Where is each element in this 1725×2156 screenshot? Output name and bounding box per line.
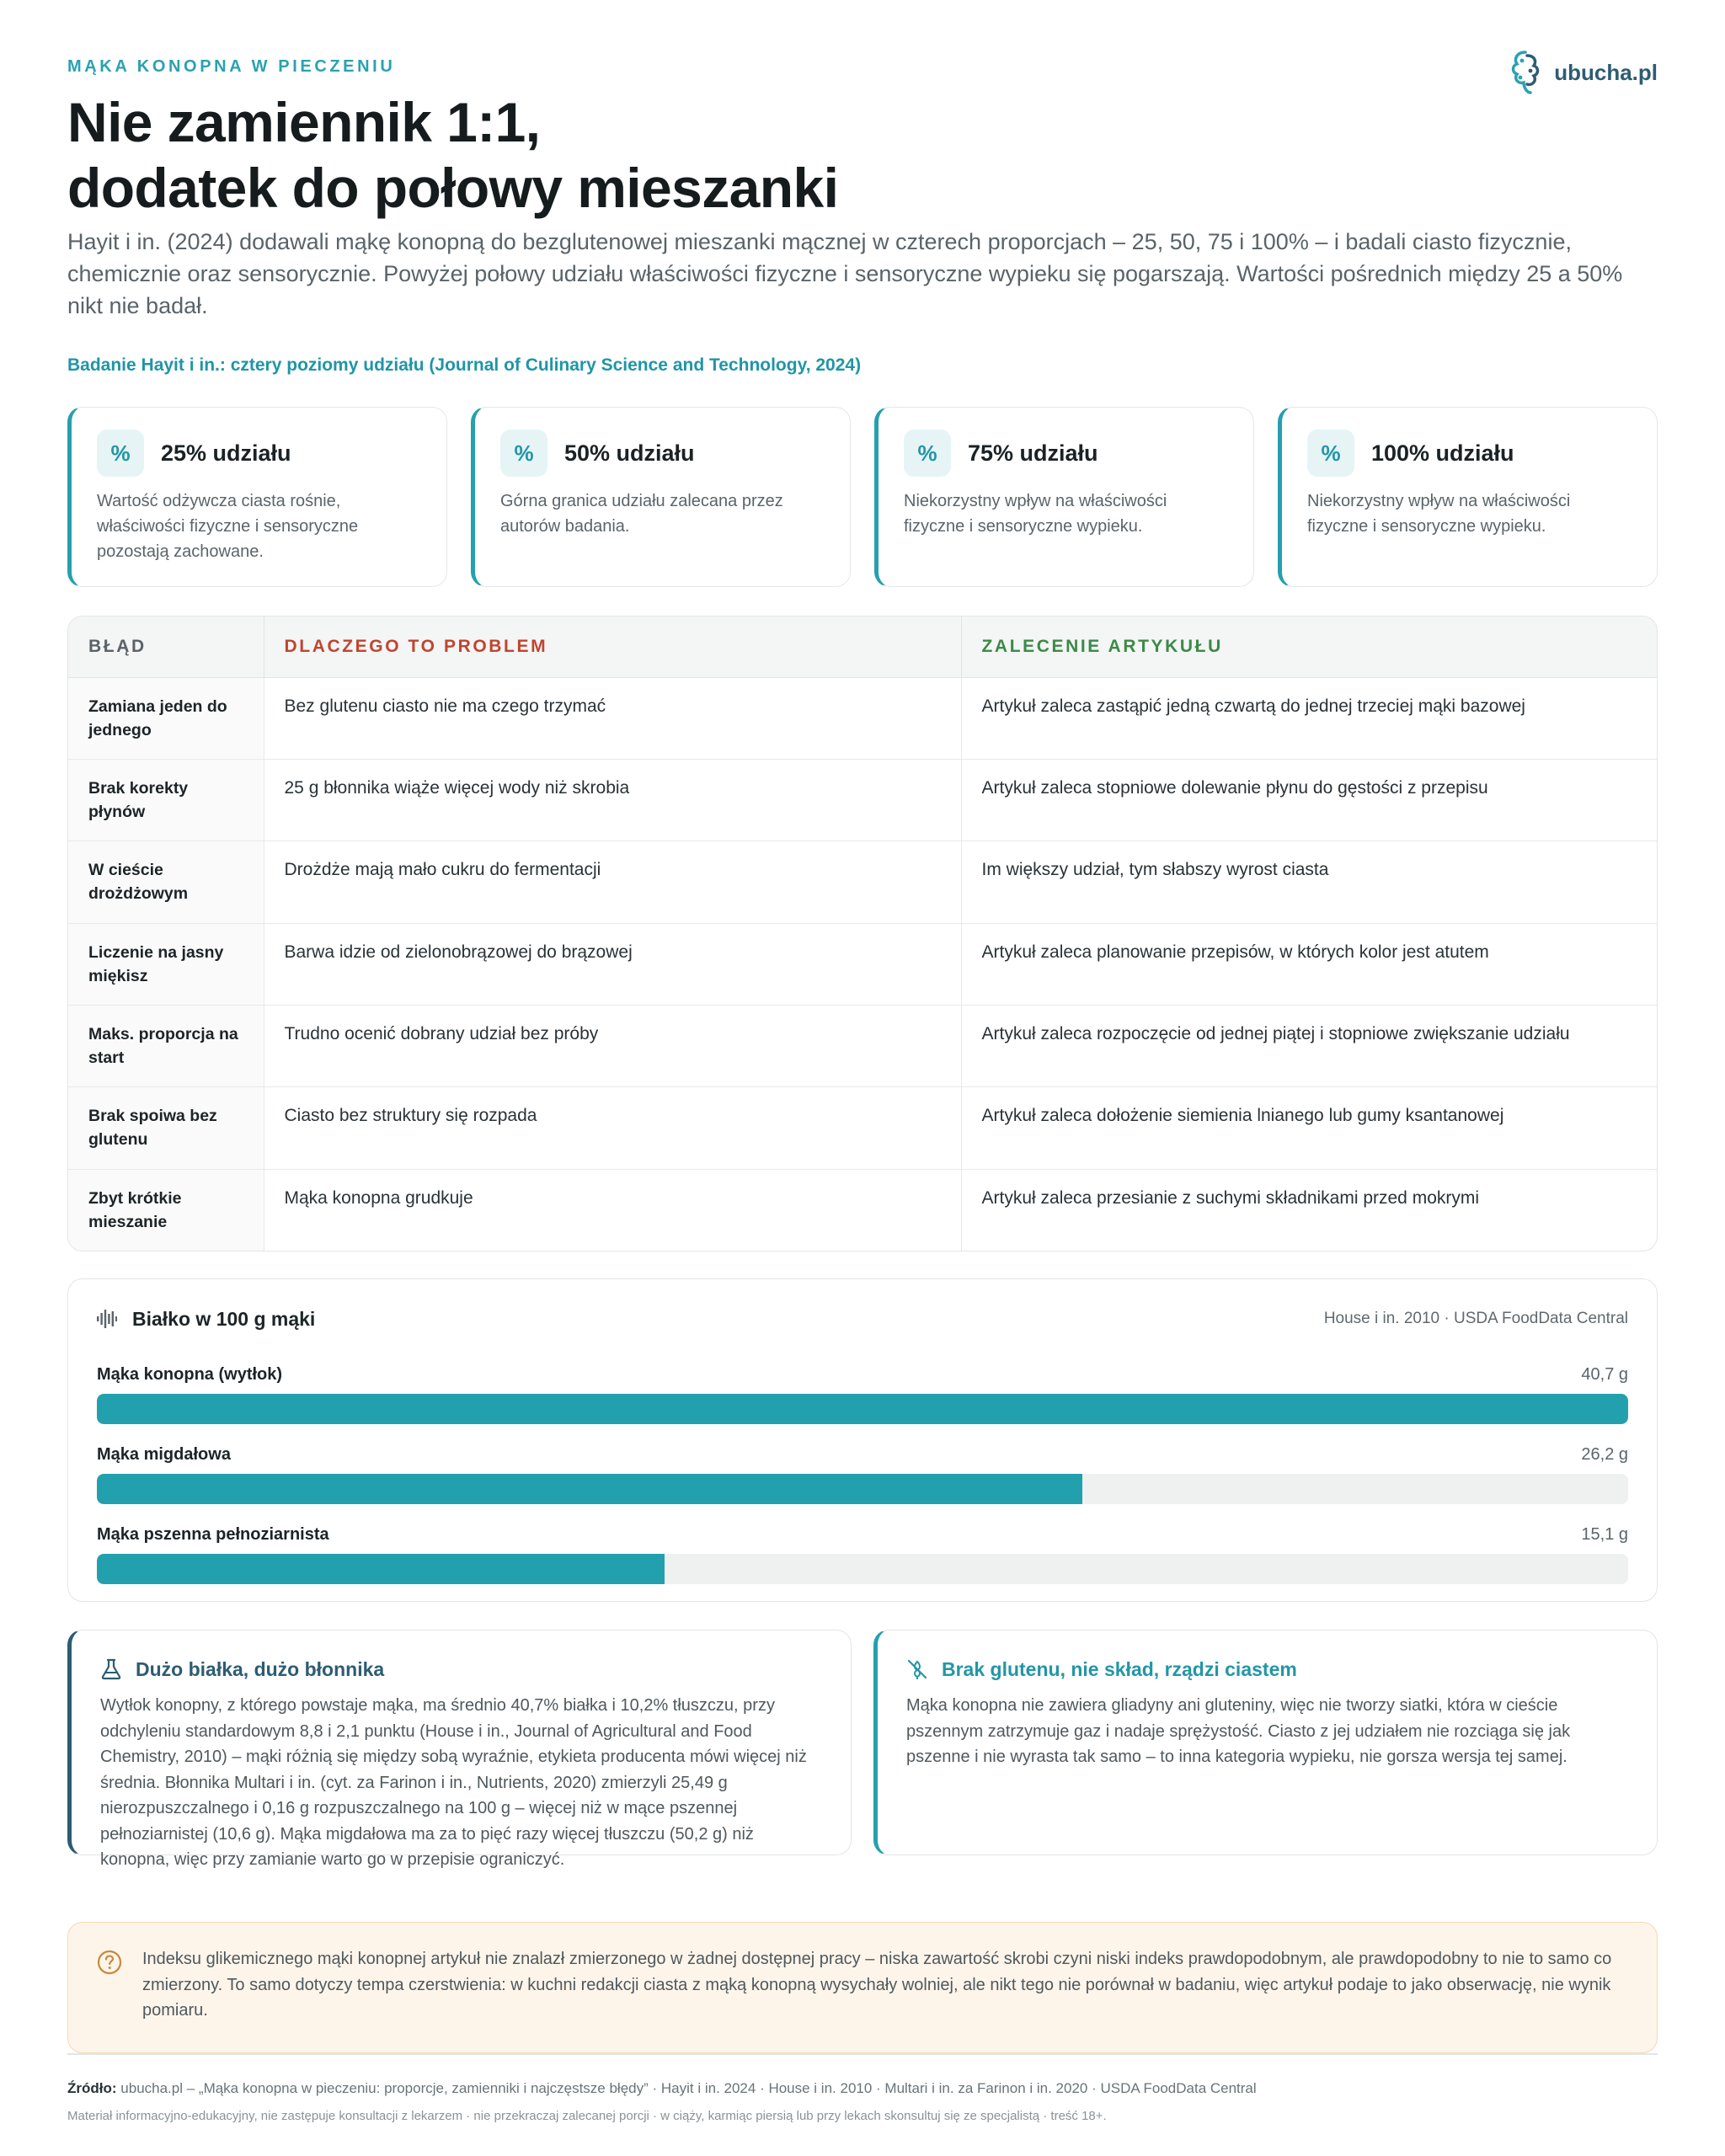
title-line-2: dodatek do połowy mieszanki bbox=[67, 157, 839, 219]
footer-divider bbox=[67, 2053, 1658, 2055]
study-card-100 bbox=[1278, 407, 1658, 587]
table-header-row bbox=[68, 616, 1658, 677]
column-header-recommendation: ZALECENIE ARTYKUŁU bbox=[961, 616, 1658, 677]
percent-icon: % bbox=[904, 430, 951, 477]
percent-icon: % bbox=[500, 430, 547, 477]
card-text: Górna granica udziału zalecana przez autorów badania. bbox=[500, 492, 783, 536]
cell-mistake: Liczenie na jasny miękisz bbox=[68, 923, 264, 1005]
source-text: ubucha.pl – „Mąka konopna w pieczeniu: proporcje, zamienniki i najczęstsze błędy” · Hayit i in. 2024 · House i in. 2010 · Multari i in. za Farinon i in. 2020 · USDA FoodData Central bbox=[120, 2080, 1257, 2096]
top-bar bbox=[67, 0, 1658, 84]
cell-recommendation: Artykuł zaleca planowanie przepisów, w których kolor jest atutem bbox=[961, 923, 1658, 1005]
study-card-75 bbox=[874, 407, 1254, 587]
note-text: Wytłok konopny, z którego powstaje mąka, ma średnio 40,7% białka i 10,2% tłuszczu, przy odchyleniu standardowym 8,8 i 2,1 punktu (House i in., Journal of Agricultural and Food Chemistry, 2010) – mąki różnią się między sobą wyraźnie, etykieta producenta mówi więcej niż średnia. Błonnika Multari i in. (cyt. za Farinon i in., Nutrients, 2020) zmierzyli 25,49 g nierozpuszczalnego i 0,16 g rozpuszczalnego na 100 g – więcej niż w mące pszennej pełnoziarnistej (10,6 g). Mąka migdałowa ma za to pięć razy więcej tłuszczu (50,2 g) niż konopna, więc przy zamianie warto go w przepisie ograniczyć. bbox=[100, 1696, 807, 1869]
bar-value: 40,7 g bbox=[1581, 1365, 1628, 1384]
column-header-why: DLACZEGO TO PROBLEM bbox=[264, 616, 961, 677]
card-text: Niekorzystny wpływ na właściwości fizyczne i sensoryczne wypieku. bbox=[904, 492, 1167, 536]
card-title: 75% udziału bbox=[968, 440, 1098, 466]
bar-row-hemp bbox=[97, 1357, 1628, 1437]
bar-value: 15,1 g bbox=[1581, 1525, 1628, 1544]
table-row bbox=[68, 1169, 1658, 1251]
bar-value: 26,2 g bbox=[1581, 1445, 1628, 1464]
cell-recommendation: Im większy udział, tym słabszy wyrost ciasta bbox=[961, 841, 1658, 923]
cell-recommendation: Artykuł zaleca stopniowe dolewanie płynu do gęstości z przepisu bbox=[961, 759, 1658, 841]
title-line-1: Nie zamiennik 1:1, bbox=[67, 91, 541, 153]
bar-fill bbox=[97, 1554, 665, 1584]
table-row bbox=[68, 1006, 1658, 1087]
cell-recommendation: Artykuł zaleca dołożenie siemienia lnianego lub gumy ksantanowej bbox=[961, 1087, 1658, 1169]
cell-why: Barwa idzie od zielonobrązowej do brązowej bbox=[264, 923, 961, 1005]
cell-recommendation: Artykuł zaleca rozpoczęcie od jednej piątej i stopniowe zwiększanie udziału bbox=[961, 1006, 1658, 1087]
bar-track bbox=[97, 1394, 1628, 1424]
card-text: Niekorzystny wpływ na właściwości fizyczne i sensoryczne wypieku. bbox=[1307, 492, 1571, 536]
cell-mistake: Zbyt krótkie mieszanie bbox=[68, 1169, 264, 1251]
bar-label: Mąka migdałowa bbox=[97, 1445, 231, 1464]
brand-logo-icon bbox=[1505, 49, 1546, 96]
source-label: Źródło: bbox=[67, 2080, 117, 2096]
bar-label: Mąka pszenna pełnoziarnista bbox=[97, 1525, 329, 1544]
table-row bbox=[68, 759, 1658, 841]
cell-recommendation: Artykuł zaleca zastąpić jedną czwartą do jednej trzeciej mąki bazowej bbox=[961, 677, 1658, 759]
cell-why: 25 g błonnika wiąże więcej wody niż skrobia bbox=[264, 759, 961, 841]
cell-why: Bez glutenu ciasto nie ma czego trzymać bbox=[264, 677, 961, 759]
chart-source: House i in. 2010 · USDA FoodData Central bbox=[1323, 1310, 1628, 1327]
page-title bbox=[67, 89, 838, 221]
cell-why: Trudno ocenić dobrany udział bez próby bbox=[264, 1006, 961, 1087]
table-row bbox=[68, 923, 1658, 1005]
cell-mistake: W cieście drożdżowym bbox=[68, 841, 264, 923]
cell-recommendation: Artykuł zaleca przesianie z suchymi składnikami przed mokrymi bbox=[961, 1169, 1658, 1251]
card-title: 100% udziału bbox=[1371, 440, 1514, 466]
note-protein-fiber bbox=[67, 1630, 852, 1869]
waveform-icon bbox=[97, 1310, 117, 1328]
table-row bbox=[68, 841, 1658, 923]
study-cards bbox=[67, 407, 1658, 587]
cell-mistake: Brak korekty płynów bbox=[68, 759, 264, 841]
study-card-50 bbox=[471, 407, 851, 587]
infographic bbox=[67, 0, 1658, 2123]
source-line bbox=[67, 2080, 1257, 2097]
disclaimer: Materiał informacyjno-edukacyjny, nie zastępuje konsultacji z lekarzem · nie przekraczaj zalecanej porcji · w ciąży, karmiąc piersią lub przy lekach skonsultuj się ze specjalistą · treść 18+. bbox=[67, 2109, 1107, 2123]
question-icon bbox=[97, 1950, 122, 1975]
protein-bar-chart bbox=[67, 1278, 1658, 1602]
cell-why: Drożdże mają mało cukru do fermentacji bbox=[264, 841, 961, 923]
bar-row-wheat bbox=[97, 1517, 1628, 1597]
table-row bbox=[68, 677, 1658, 759]
card-text: Wartość odżywcza ciasta rośnie, właściwości fizyczne i sensoryczne pozostają zachowane. bbox=[97, 492, 359, 561]
table-row bbox=[68, 1087, 1658, 1169]
kicker: MĄKA KONOPNA W PIECZENIU bbox=[67, 57, 396, 76]
lead-paragraph: Hayit i in. (2024) dodawali mąkę konopną do bezglutenowej mieszanki mącznej w czterech proporcjach – 25, 50, 75 i 100% – i badali ciasto fizycznie, chemicznie oraz sensorycznie. Powyżej połowy udziału właściwości fizyczne i sensoryczne wypieku się pogarszają. Wartości pośrednich między 25 a 50% nikt nie badał. bbox=[67, 229, 1623, 318]
cell-why: Mąka konopna grudkuje bbox=[264, 1169, 961, 1251]
note-title: Brak glutenu, nie skład, rządzi ciastem bbox=[942, 1657, 1297, 1680]
chart-title: Białko w 100 g mąki bbox=[132, 1308, 316, 1330]
note-no-gluten bbox=[873, 1630, 1658, 1855]
bar-fill bbox=[97, 1474, 1082, 1504]
brand-name: ubucha.pl bbox=[1554, 59, 1658, 85]
cell-why: Ciasto bez struktury się rozpada bbox=[264, 1087, 961, 1169]
study-card-25 bbox=[67, 407, 447, 587]
bar-label: Mąka konopna (wytłok) bbox=[97, 1365, 283, 1384]
bar-fill bbox=[97, 1394, 1628, 1424]
cell-mistake: Zamiana jeden do jednego bbox=[68, 677, 264, 759]
callout-text: Indeksu glikemicznego mąki konopnej artykuł nie znalazł zmierzonego w żadnej dostępnej pracy – niska zawartość skrobi czyni niski indeks prawdopodobnym, ale prawdopodobny to nie to samo co zmierzony. To samo dotyczy tempa czerstwienia: w kuchni redakcji ciasta z mąką konopną wysychały wolniej, ale nikt tego nie porównał w badaniu, więc artykuł podaje to jako obserwację, nie wynik pomiaru. bbox=[142, 1950, 1612, 2020]
card-title: 50% udziału bbox=[564, 440, 695, 466]
column-header-mistake: BŁĄD bbox=[68, 616, 264, 677]
brand[interactable] bbox=[1505, 49, 1658, 96]
bar-track bbox=[97, 1554, 1628, 1584]
percent-icon: % bbox=[1307, 430, 1354, 477]
cell-mistake: Brak spoiwa bez glutenu bbox=[68, 1087, 264, 1169]
glycemic-callout bbox=[67, 1922, 1658, 2053]
percent-icon: % bbox=[97, 430, 144, 477]
card-title: 25% udziału bbox=[161, 440, 291, 466]
study-label: Badanie Hayit i in.: cztery poziomy udziału (Journal of Culinary Science and Technology, 2024) bbox=[67, 355, 862, 375]
bar-track bbox=[97, 1474, 1628, 1504]
note-text: Mąka konopna nie zawiera gliadyny ani gluteniny, więc nie tworzy siatki, która w cieście pszennym zatrzymuje gaz i nadaje sprężystość. Ciasto z jej udziałem nie rozciąga się jak pszenne i nie wyrasta tak samo – to inna kategoria wypieku, nie gorsza wersja tej samej. bbox=[906, 1696, 1571, 1766]
no-gluten-icon bbox=[906, 1658, 928, 1680]
mistakes-table bbox=[67, 616, 1658, 1251]
cell-mistake: Maks. proporcja na start bbox=[68, 1006, 264, 1087]
bar-row-almond bbox=[97, 1437, 1628, 1517]
note-title: Dużo białka, dużo błonnika bbox=[136, 1657, 385, 1680]
flask-icon bbox=[100, 1658, 122, 1680]
info-notes bbox=[67, 1630, 1658, 1869]
